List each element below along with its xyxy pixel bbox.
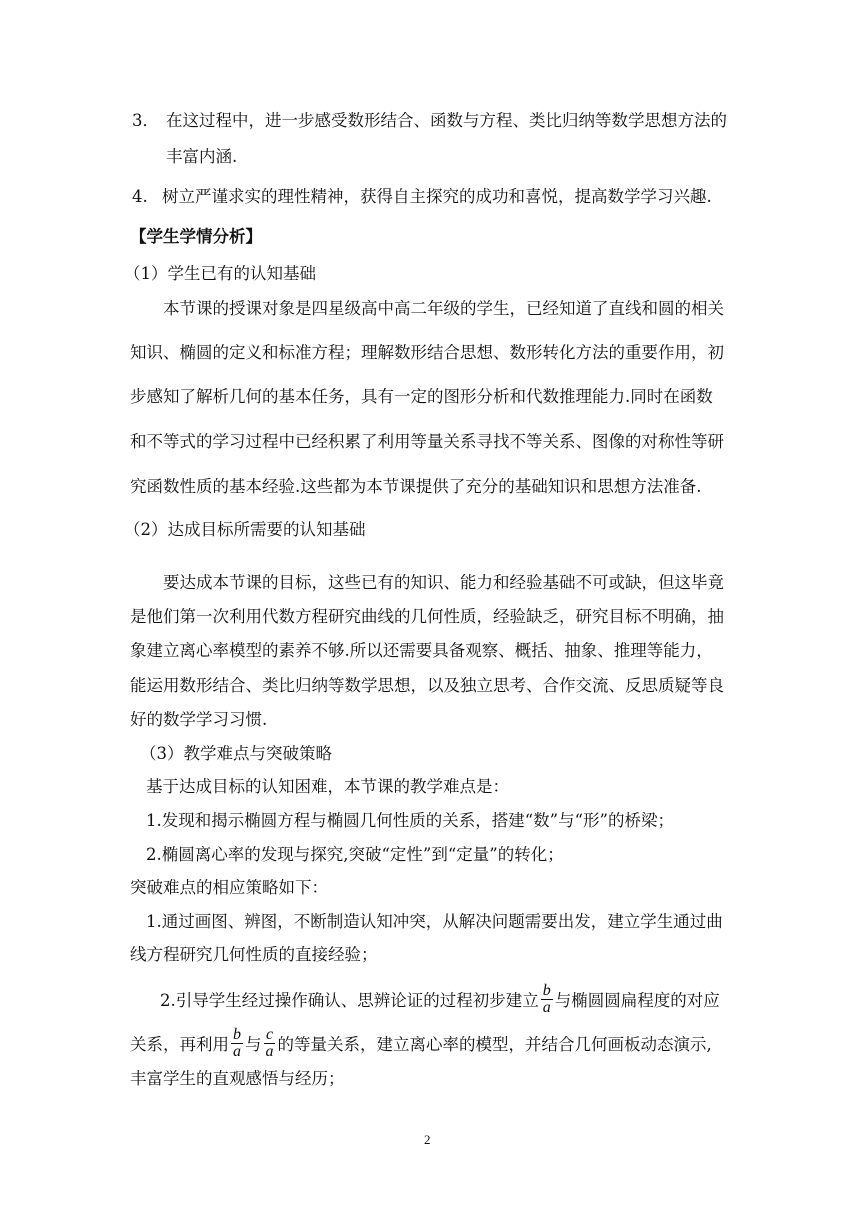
part1-line: 和不等式的学习过程中已经积累了利用等量关系寻找不等关系、图像的对称性等研: [130, 432, 724, 451]
strategy-2-line-3: 丰富学生的直观感悟与经历；: [130, 1069, 345, 1088]
part3-intro: 基于达成目标的认知困难，本节课的教学难点是：: [146, 777, 509, 796]
goal-item-4-number: 4.: [132, 187, 148, 206]
part1-line: 步感知了解析几何的基本任务，具有一定的图形分析和代数推理能力.同时在函数: [130, 387, 713, 406]
part2-line: 象建立离心率模型的素养不够.所以还需要具备观察、概括、抽象、推理等能力，: [130, 641, 713, 660]
part1-heading: （1）学生已有的认知基础: [124, 264, 316, 283]
difficulty-1: 1.发现和揭示椭圆方程与椭圆几何性质的关系，搭建“数”与“形”的桥梁；: [146, 811, 674, 830]
part2-line: 是他们第一次利用代数方程研究曲线的几何性质，经验缺乏，研究目标不明确，抽: [130, 607, 724, 626]
section-title: 【学生学情分析】: [130, 227, 262, 246]
fraction-denominator: a: [233, 1043, 241, 1060]
strategy-1-line-2: 线方程研究几何性质的直接经验；: [130, 945, 378, 964]
goal-item-3-number: 3．: [132, 111, 159, 130]
strategy-2-line-2: [130, 1026, 712, 1062]
part1-line: 知识、椭圆的定义和标准方程；理解数形结合思想、数形转化方法的重要作用，初: [130, 343, 724, 362]
strategy-intro: 突破难点的相应策略如下：: [130, 878, 328, 897]
fraction-numerator: b: [233, 1026, 241, 1043]
fraction-c-over-a: [264, 1027, 276, 1060]
part2-heading: （2）达成目标所需要的认知基础: [124, 520, 366, 539]
fraction-numerator: b: [542, 982, 551, 999]
fraction-b-over-a: [231, 1027, 243, 1060]
goal-item-4-text: 树立严谨求实的理性精神，获得自主探究的成功和喜悦，提高数学学习兴趣.: [162, 187, 712, 206]
fraction-denominator: a: [542, 999, 551, 1016]
part3-heading: （3）教学难点与突破策略: [140, 744, 332, 763]
part2-line: 好的数学学习习惯.: [130, 710, 268, 729]
strategy-2-line-1: [160, 982, 720, 1018]
part1-line: 本节课的授课对象是四星级高中高二年级的学生，已经知道了直线和圆的相关: [163, 299, 724, 318]
strategy-2-text: 的等量关系，建立离心率的模型，并结合几何画板动态演示,: [277, 1035, 712, 1054]
part2-line: 能运用数形结合、类比归纳等数学思想，以及独立思考、合作交流、反思质疑等良: [130, 676, 724, 695]
part1-line: 究函数性质的基本经验.这些都为本节课提供了充分的基础知识和思想方法准备.: [130, 477, 702, 496]
fraction-numerator: c: [265, 1026, 274, 1043]
part2-line: 要达成本节课的目标，这些已有的知识、能力和经验基础不可或缺，但这毕竟: [163, 573, 724, 592]
strategy-2-text: 与椭圆圆扁程度的对应: [554, 991, 720, 1010]
fraction-denominator: a: [265, 1043, 274, 1060]
strategy-2-text: 关系，再利用: [130, 1035, 229, 1054]
page-number: 2: [424, 1132, 431, 1147]
strategy-2-text: 2.引导学生经过操作确认、思辨论证的过程初步建立: [160, 991, 539, 1010]
goal-item-3-line-1: 在这过程中，进一步感受数形结合、函数与方程、类比归纳等数学思想方法的: [166, 111, 727, 130]
strategy-1-line-1: 1.通过画图、辨图，不断制造认知冲突，从解决问题需要出发，建立学生通过曲: [146, 912, 723, 931]
difficulty-2: 2.椭圆离心率的发现与探究,突破“定性”到“定量”的转化；: [146, 845, 564, 864]
strategy-2-text: 与: [245, 1035, 262, 1054]
goal-item-3-line-2: 丰富内涵.: [166, 147, 238, 166]
fraction-b-over-a: [541, 983, 553, 1016]
